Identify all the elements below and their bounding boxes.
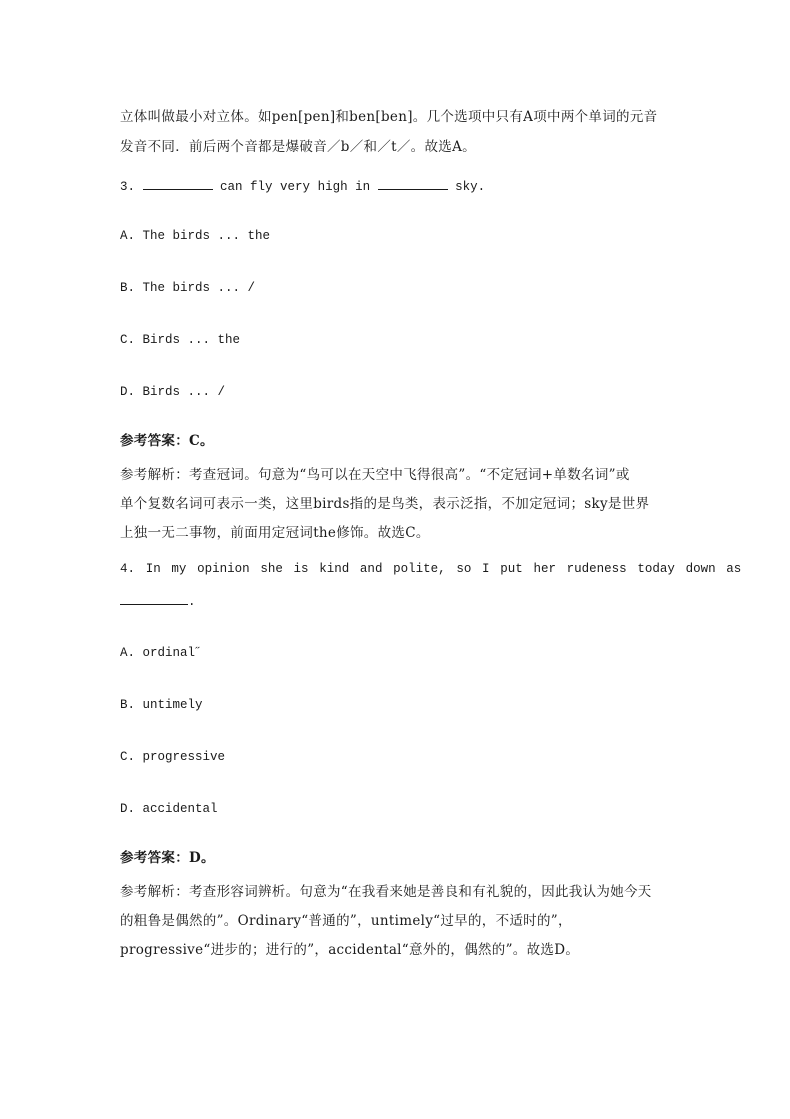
question-3-option-b: B. The birds ... / xyxy=(120,281,256,295)
question-3-option-c: C. Birds ... the xyxy=(120,333,241,347)
question-4-answer: 参考答案：D。 xyxy=(120,850,215,866)
question-4-blank-line xyxy=(120,592,196,609)
question-3-blank-1 xyxy=(143,177,213,190)
question-4-option-b: B. untimely xyxy=(120,698,203,712)
question-3-explanation-line-1: 参考解析：考查冠词。句意为“鸟可以在天空中飞得很高”。“不定冠词+单数名词”或 xyxy=(120,467,630,483)
question-3-answer: 参考答案：C。 xyxy=(120,433,214,449)
question-4-end: . xyxy=(188,595,196,609)
question-4-option-d: D. accidental xyxy=(120,802,218,816)
question-4-text: 4. In my opinion she is kind and polite, so I put her rudeness today down as xyxy=(120,562,742,576)
question-4-explanation-line-2: 的粗鲁是偶然的”。Ordinary“普通的”，untimely“过早的，不适时的”， xyxy=(120,913,572,929)
question-3-option-d: D. Birds ... / xyxy=(120,385,226,399)
question-3-explanation-line-3: 上独一无二事物，前面用定冠词the修饰。故选C。 xyxy=(120,525,430,541)
question-3-explanation-line-2: 单个复数名词可表示一类，这里birds指的是鸟类，表示泛指，不加定冠词；sky是世界 xyxy=(120,496,650,512)
question-3-text-a: can fly very high in xyxy=(220,180,371,194)
question-3-text-b: sky. xyxy=(455,180,486,194)
question-3-blank-2 xyxy=(378,177,448,190)
question-4-blank xyxy=(120,592,188,605)
q2-explanation-line-2: 发音不同．前后两个音都是爆破音／b／和／t／。故选A。 xyxy=(120,139,476,155)
question-4-option-a: A. ordinal˝ xyxy=(120,646,203,660)
question-3 xyxy=(120,177,485,194)
question-4-option-c: C. progressive xyxy=(120,750,226,764)
question-3-option-a: A. The birds ... the xyxy=(120,229,271,243)
question-3-number: 3. xyxy=(120,180,136,194)
q2-explanation-line-1: 立体叫做最小对立体。如pen[pen]和ben[ben]。几个选项中只有A项中两个单词的元音 xyxy=(120,109,658,125)
question-4-explanation-line-1: 参考解析：考查形容词辨析。句意为“在我看来她是善良和有礼貌的，因此我认为她今天 xyxy=(120,884,652,900)
question-4-explanation-line-3: progressive“进步的；进行的”，accidental“意外的，偶然的”。故选D。 xyxy=(120,942,580,958)
